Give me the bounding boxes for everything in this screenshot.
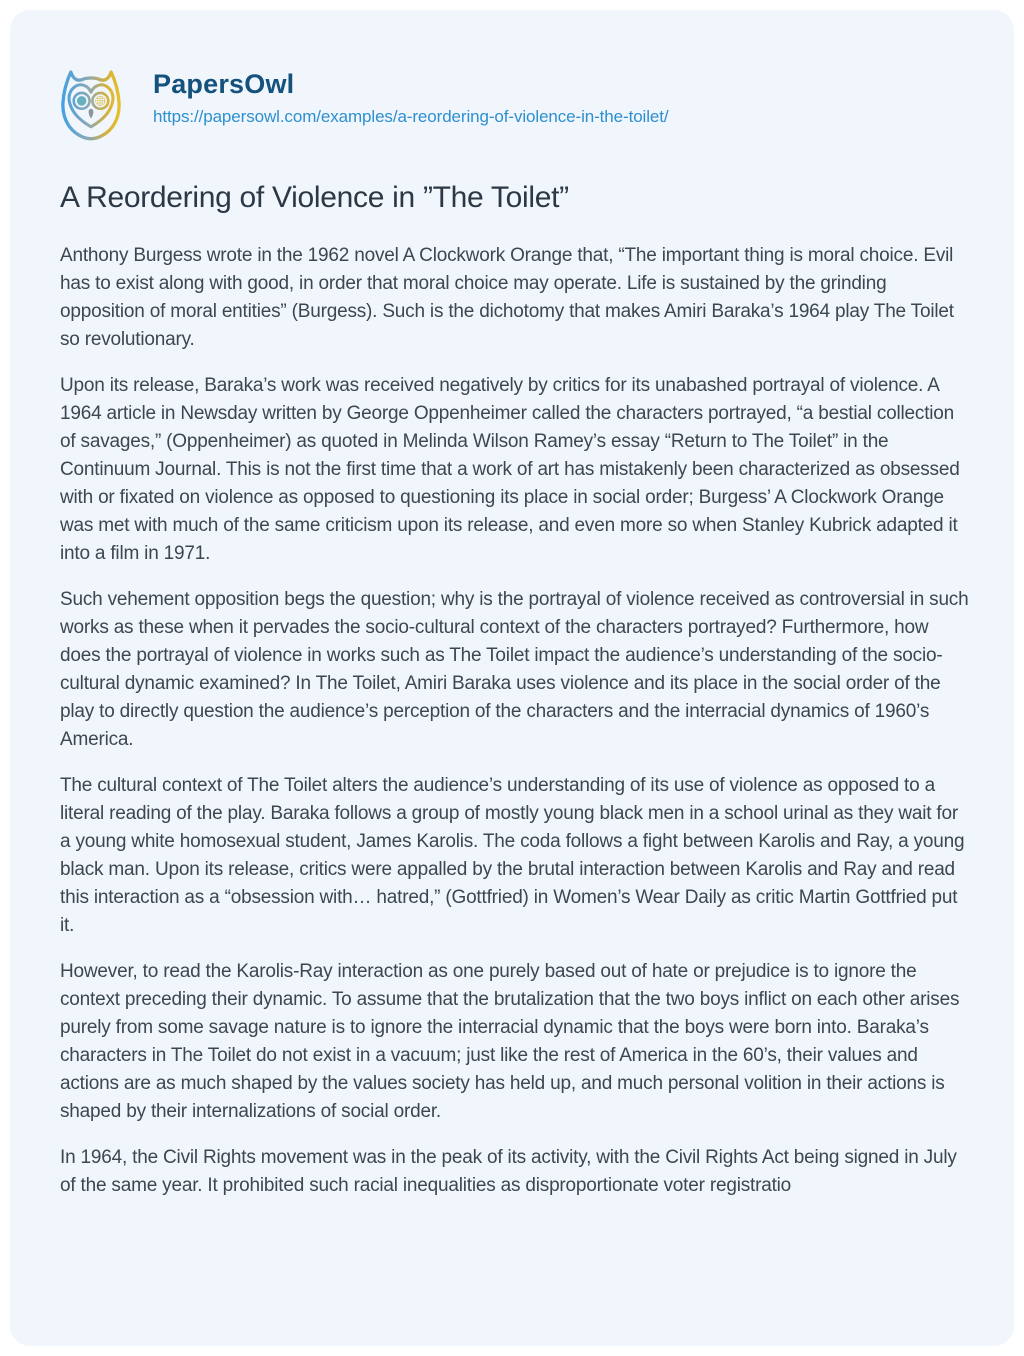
- brand-wordmark: PapersOwl: [153, 69, 295, 99]
- essay-body: [60, 242, 972, 1200]
- essay-paragraph: Anthony Burgess wrote in the 1962 novel A Clockwork Orange that, “The important thing is moral choice. Evil has to exist along with good, in order that moral choice may operate. Life is sustained by the grinding opposition of moral entities” (Burgess). Such is the dichotomy that makes Amiri Baraka’s 1964 play The Toilet so revolutionary.: [60, 245, 954, 350]
- essay-paragraph: Such vehement opposition begs the question; why is the portrayal of violence received as controversial in such works as these when it pervades the socio-cultural context of the characters portrayed? Furthermore, how does the portrayal of violence in works such as The Toilet impact the audience’s understanding of the socio-cultural dynamic examined? In The Toilet, Amiri Baraka uses violence and its place in the social order of the play to directly question the audience’s perception of the characters and the interracial dynamics of 1960’s America.: [60, 589, 969, 750]
- essay-title: A Reordering of Violence in ”The Toilet”: [60, 181, 569, 214]
- source-url-link[interactable]: https://papersowl.com/examples/a-reordering-of-violence-in-the-toilet/: [153, 106, 669, 126]
- essay-paragraph: The cultural context of The Toilet alters the audience’s understanding of its use of violence as opposed to a literal reading of the play. Baraka follows a group of mostly young black men in a school urinal as they wait for a young white homosexual student, James Karolis. The coda follows a fight between Karolis and Ray, a young black man. Upon its release, critics were appalled by the brutal interaction between Karolis and Ray and read this interaction as a “obsession with… hatred,” (Gottfried) in Women’s Wear Daily as critic Martin Gottfried put it.: [60, 775, 965, 936]
- owl-logo-icon: [55, 62, 127, 144]
- site-header: [55, 62, 964, 144]
- essay-paragraph: Upon its release, Baraka’s work was received negatively by critics for its unabashed portrayal of violence. A 1964 article in Newsday written by George Oppenheimer called the characters portrayed, “a bestial collection of savages,” (Oppenheimer) as quoted in Melinda Wilson Ramey’s essay “Return to The Toilet” in the Continuum Journal. This is not the first time that a work of art has mistakenly been characterized as obsessed with or fixated on violence as opposed to questioning its place in social order; Burgess’ A Clockwork Orange was met with much of the same criticism upon its release, and even more so when Stanley Kubrick adapted it into a film in 1971.: [60, 375, 960, 564]
- essay-paragraph: However, to read the Karolis-Ray interaction as one purely based out of hate or prejudice is to ignore the context preceding their dynamic. To assume that the brutalization that the two boys inflict on each other arises purely from some savage nature is to ignore the interracial dynamic that the boys were born into. Baraka’s characters in The Toilet do not exist in a vacuum; just like the rest of America in the 60’s, their values and actions are as much shaped by the values society has held up, and much personal volition in their actions is shaped by their internalizations of social order.: [60, 961, 960, 1122]
- brand-block: [153, 62, 669, 127]
- content-card: [10, 10, 1014, 1346]
- essay-paragraph: In 1964, the Civil Rights movement was in the peak of its activity, with the Civil Rights Act being signed in July of the same year. It prohibited such racial inequalities as disproportionate voter registratio: [60, 1147, 957, 1196]
